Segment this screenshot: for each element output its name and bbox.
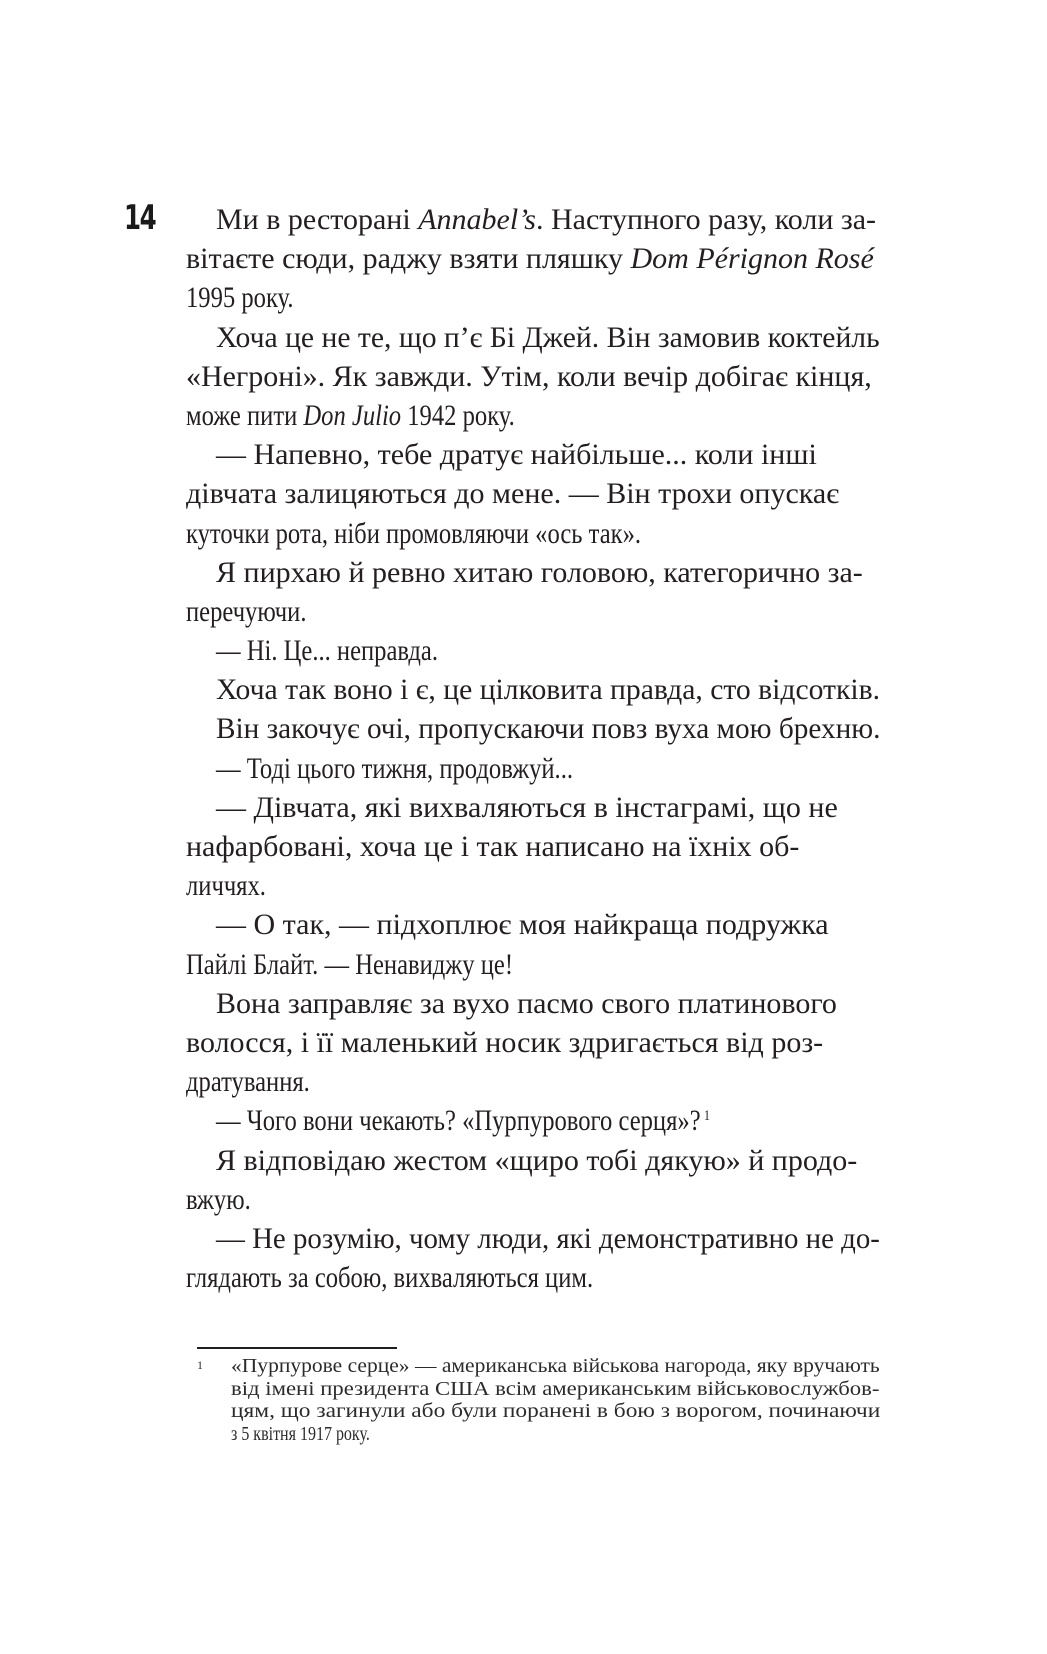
footnote-reference[interactable]: 1 [703, 1108, 711, 1125]
text-line: Ми в ресторані Annabel’s. Наступного разу, коли за- [216, 203, 877, 236]
footnote-line: «Пурпурове серце» — американська військова нагорода, яку вручають [231, 1356, 880, 1377]
footnote-number: 1 [197, 1358, 203, 1372]
italic-term: Don Julio [303, 398, 402, 432]
text-line: може пити Don Julio 1942 року. [186, 398, 515, 432]
body-text [186, 200, 880, 1297]
text-line: Пайлі Блайт. — Ненавиджу це! [186, 947, 514, 981]
text-line: Вона заправляє за вухо пасмо свого платинового [216, 986, 837, 1020]
text-line: нафарбовані, хоча це і так написано на їхніх об- [186, 830, 800, 863]
italic-term: Dom Pérignon Rosé [630, 242, 874, 276]
text-line: — Чого вони чекають? «Пурпурового серця»? $^1$ [216, 1104, 711, 1138]
text-line: «Негроні». Як завжди. Утім, коли вечір добігає кінця, [186, 359, 872, 393]
italic-term: Annabel’s [418, 203, 536, 236]
text-line: Я пирхаю й ревно хитаю головою, категорично за- [216, 555, 863, 589]
footnote-line: цям, що загинули або були поранені в бою з ворогом, починаючи [231, 1401, 881, 1422]
text-line: перечуючи. [186, 594, 307, 628]
text-line: — Дівчата, які вихваляються в інстаграмі, що не [216, 790, 838, 824]
text-line: куточки рота, ніби промовляючи «ось так». [186, 516, 642, 550]
footnote-line: з 5 квітня 1917 року. [231, 1423, 370, 1445]
page-number: 14 [124, 198, 156, 238]
text-line: 1995 року. [186, 281, 294, 315]
footnote-line: від імені президента США всім американським військовослужбов- [231, 1378, 880, 1400]
text-line: — Тоді цього тижня, продовжуй... [216, 751, 574, 785]
footnote-separator [197, 1347, 397, 1349]
text-line: — Не розумію, чому люди, які демонстративно не до- [216, 1221, 880, 1255]
text-line: вітаєте сюди, раджу взяти пляшку Dom Pérignon Rosé [186, 242, 874, 276]
text-line: — О так, — підхоплює моя найкраща подружка [216, 908, 829, 942]
footnote [197, 1356, 880, 1446]
text-line: волосся, і її маленький носик здригається від роз- [186, 1025, 824, 1059]
text-line: Він закочує очі, пропускаючи повз вуха мою брехню. [216, 712, 881, 746]
text-line: Я відповідаю жестом «щиро тобі дякую» й продо- [216, 1143, 858, 1177]
text-line: — Ні. Це... неправда. [216, 634, 438, 668]
text-line: — Напевно, тебе дратує найбільше... коли інші [216, 438, 817, 472]
text-line: глядають за собою, вихваляються цим. [186, 1261, 594, 1295]
text-line: Хоча так воно і є, це цілковита правда, сто відсотків. [216, 673, 881, 707]
text-line: Хоча це не те, що п’є Бі Джей. Він замовив коктейль [216, 320, 880, 354]
text-line: вжую. [186, 1182, 251, 1216]
text-line: дівчата залицяються до мене. — Він трохи опускає [186, 477, 840, 511]
text-line: дратування. [186, 1065, 310, 1099]
text-line: личчях. [186, 869, 266, 903]
